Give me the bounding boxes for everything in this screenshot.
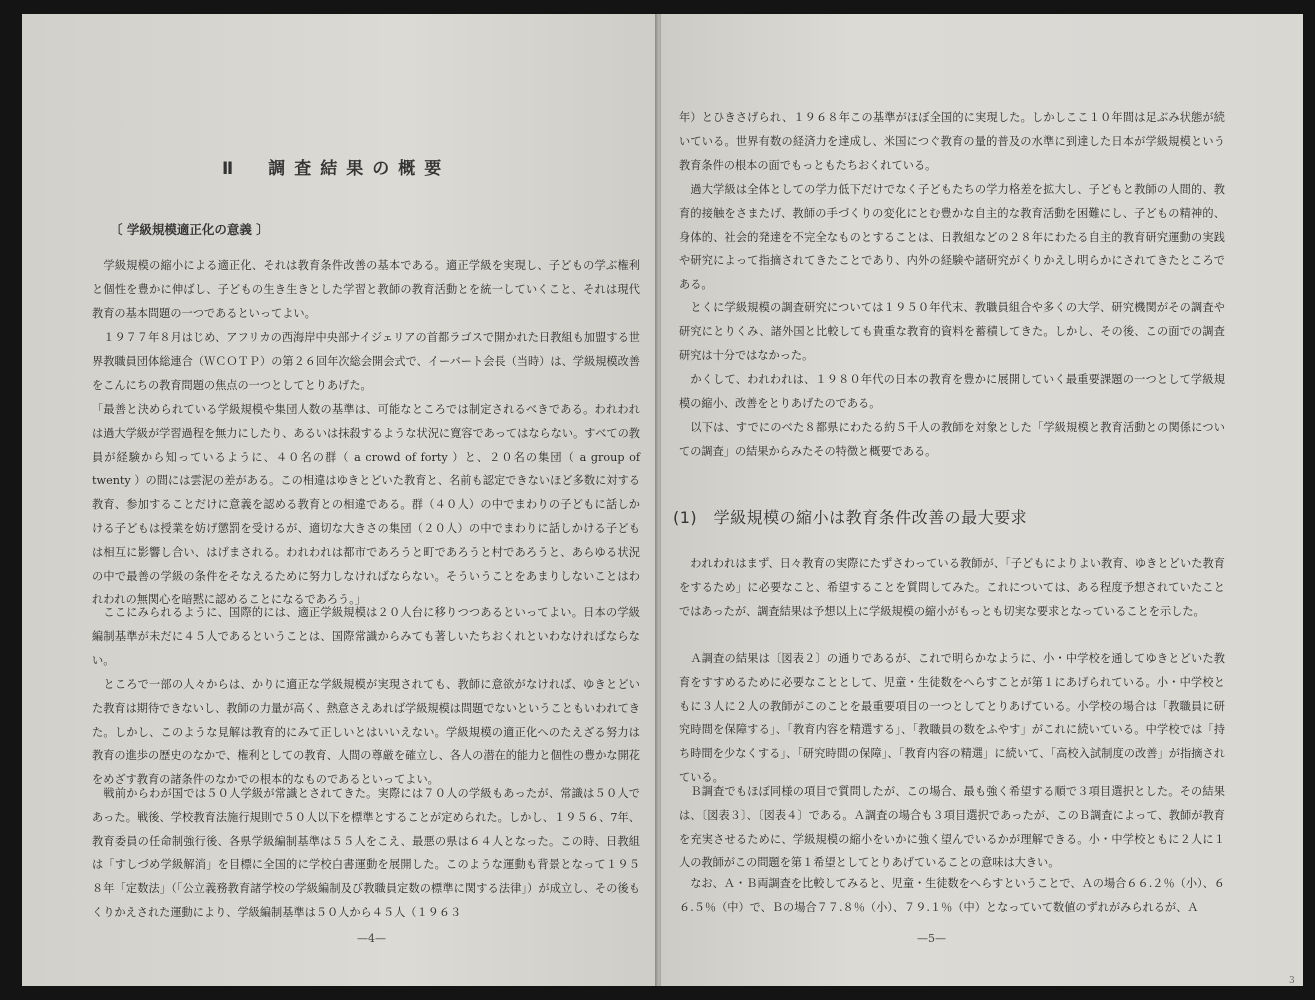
section-heading-significance: 〔 学級規模適正化の意義 〕 <box>110 222 269 237</box>
page-number-5: —5— <box>917 932 946 945</box>
paragraph-r6: われわれはまず、日々教育の実際にたずさわっている教師が、「子どもによりよい教育、ゆきとどいた教育をするため」に必要なこと、希望することを質問してみた。これについては、ある程度予想されていたことではあったが、調査結果は予想以上に学級規模の縮小がもっとも切実な要求となっていることを示した。 <box>679 557 1225 618</box>
paragraph-4: ここにみられるように、国際的には、適正学級規模は２０人台に移りつつあるといってよい。日本の学級編制基準が未だに４５人であるということは、国際常識からみても著しいたちおくれといわなければならない。 <box>92 606 640 667</box>
paragraph-r8: Ｂ調査でもほぼ同様の項目で質問したが、この場合、最も強く希望する順で３項目選択とした。その結果は、〔図表３〕、〔図表４〕である。Ａ調査の場合も３項目選択であったが、このＢ調査によって、教師が教育を充実させるために、学級規模の縮小をいかに強く望んでいるかが理解できる。小・中学校ともに２人に１人の教師がこの問題を第１希望としてとりあげていることの意味は大きい。 <box>679 785 1225 870</box>
section-heading-1: (1) 学級規模の縮小は教育条件改善の最大要求 <box>673 508 1028 527</box>
paragraph-r3: とくに学級規模の調査研究については１９５０年代末、教職員組合や多くの大学、研究機関がその調査や研究にとりくみ、諸外国と比較しても貴重な教育的資料を蓄積してきた。しかし、その後、この面での調査研究は十分ではなかった。 <box>679 301 1225 362</box>
left-page <box>22 14 657 986</box>
right-page <box>661 14 1303 986</box>
paragraph-5: ところで一部の人々からは、かりに適正な学級規模が実現されても、教師に意欲がなければ、ゆきとどいた教育は期待できないし、教師の力量が高く、熱意さえあれば学級規模は問題でないということもいわれてきた。しかし、このような見解は教育的にみて正しいとはいいえない。学級規模の適正化へのたえざる努力は教育の進歩の歴史のなかで、権利としての教育、人間の尊厳を確立し、各人の潜在的能力と個性の豊かな開花をめざす教育の諸条件のなかでの根本的なものであるといってよい。 <box>92 678 640 787</box>
paragraph-quote: 「最善と決められている学級規模や集団人数の基準は、可能なところでは制定されるべきである。われわれは過大学級が学習過程を無力にしたり、あるいは抹殺するような状況に寛容であってはならない。すべての教員が経験から知っているように、４０名の群（ a crowd of forty ）と、２０名の集団（ a group of twenty ）の間には雲泥の差がある。この相違はゆきとどいた教育と、名前も認定できないほど多数に対する教育、参加することだけに意義を認める教育との相違である。群（４０人）の中でまわりの子どもに話しかける子どもは授業を妨げ懲罰を受けるが、適切な大きさの集団（２０人）の中でまわりに話しかける子どもは相互に影響し合い、はげまされる。われわれは都市であろうと町であろうと村であろうと、あらゆる状況の中で最善の学級の条件をそなえるために努力しなければならない。そういうことをあまりしないことはわれわれの無関心を暗黙に認めることになるであろう。」 <box>92 403 640 607</box>
paragraph-r1: 年）とひきさげられ、１９６８年この基準がほぼ全国的に実現した。しかしここ１０年間は足ぶみ状態が続いている。世界有数の経済力を達成し、米国につぐ教育の量的普及の水準に到達した日本が学級規模という教育条件の根本の面でもっともたちおくれている。 <box>679 111 1225 172</box>
corner-mark: 3 <box>1289 976 1295 986</box>
chapter-title: Ⅱ 調査結果の概要 <box>222 159 451 179</box>
page-number-4: —4— <box>357 932 386 945</box>
paragraph-r7: Ａ調査の結果は〔図表２〕の通りであるが、これで明らかなように、小・中学校を通してゆきとどいた教育をすすめるために必要なこととして、児童・生徒数をへらすことが第１にあげられている。小・中学校ともに３人に２人の教師がこのことを最重要項目の一つとしてとりあげている。小学校の場合は「教職員に研究時間を保障する」、「教育内容を精選する」、「教職員の数をふやす」がこれに続いている。中学校では「持ち時間を少なくする」、「研究時間の保障」、「教育内容の精選」に続いて、「高校入試制度の改善」が指摘されている。 <box>679 652 1225 784</box>
paragraph-r2: 過大学級は全体としての学力低下だけでなく子どもたちの学力格差を拡大し、子どもと教師の人間的、教育的接触をさまたげ、教師の手づくりの変化にとむ豊かな自主的な教育活動を困難にし、子どもの精神的、身体的、社会的発達を不完全なものとすることは、日教組などの２８年にわたる自主的教育研究運動の実践や研究によって指摘されてきたことであり、内外の経験や諸研究がくりかえし明らかにされてきたところである。 <box>679 183 1225 292</box>
paragraph-r4: かくして、われわれは、１９８０年代の日本の教育を豊かに展開していく最重要課題の一つとして学級規模の縮小、改善をとりあげたのである。 <box>679 373 1225 410</box>
paragraph-r5: 以下は、すでにのべた８都県にわたる約５千人の教師を対象とした「学級規模と教育活動との関係についての調査」の結果からみたその特徴と概要である。 <box>679 421 1225 458</box>
paragraph-2: １９７７年８月はじめ、アフリカの西海岸中央部ナイジェリアの首都ラゴスで開かれた日教組も加盟する世界教職員団体総連合（ＷＣＯＴＰ）の第２６回年次総会開会式で、イーバート会長（当時）は、学級規模改善をこんにちの教育問題の焦点の一つとしてとりあげた。 <box>92 331 640 392</box>
paragraph-r9: なお、Ａ・Ｂ両調査を比較してみると、児童・生徒数をへらすということで、Ａの場合６６.２％（小）、６６.５％（中）で、Ｂの場合７７.８％（小）、７９.１％（中）となっていて数値のずれがみられるが、Ａ <box>679 877 1225 914</box>
paragraph-6: 戦前からわが国では５０人学級が常識とされてきた。実際には７０人の学級もあったが、常識は５０人であった。戦後、学校教育法施行規則で５０人以下を標準とすることが定められた。しかし、１９５６、7年、教育委員の任命制強行後、各県学級編制基準は５５人をこえ、最悪の県は６４人となった。この時、日教組は「すしづめ学級解消」を目標に全国的に学校白書運動を展開した。このような運動も背景となって１９５８年「定数法」（「公立義務教育諸学校の学級編制及び教職員定数の標準に関する法律」）が成立し、その後もくりかえされた運動により、学級編制基準は５０人から４５人（１９６３ <box>92 787 640 919</box>
paragraph-1: 学級規模の縮小による適正化、それは教育条件改善の基本である。適正学級を実現し、子どもの学ぶ権利と個性を豊かに伸ばし、子どもの生き生きとした学習と教師の教育活動とを統一していくこと、それは現代教育の基本問題の一つであるといってよい。 <box>92 259 640 320</box>
